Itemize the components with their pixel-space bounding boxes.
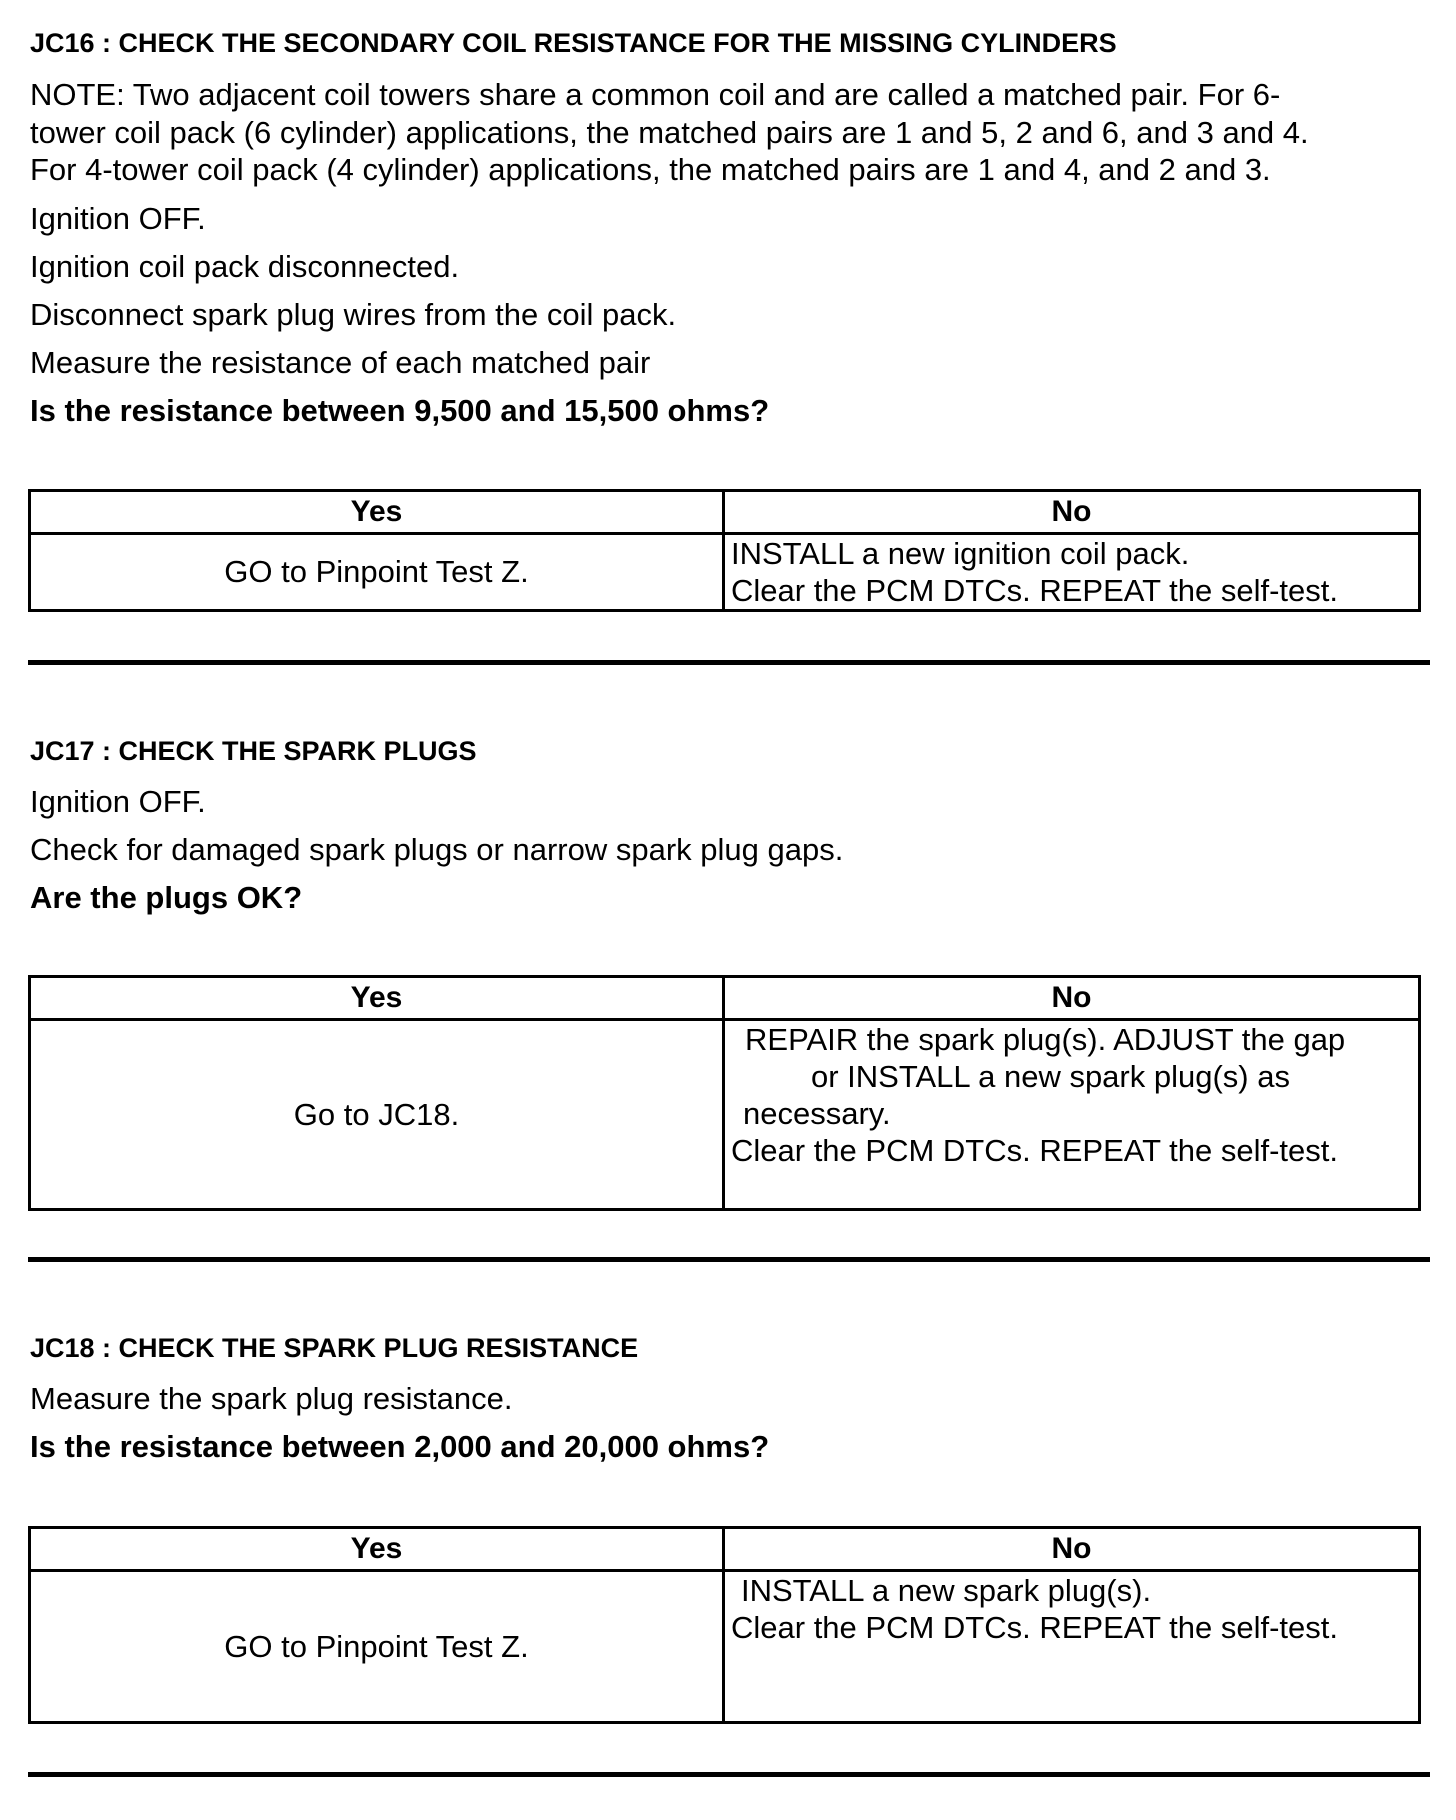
jc16-no-action — [724, 534, 1420, 611]
jc16-note-line: For 4-tower coil pack (4 cylinder) applications, the matched pairs are 1 and 4, and 2 and 3. — [30, 152, 1271, 187]
jc17-step-2: Check for damaged spark plugs or narrow spark plug gaps. — [30, 832, 844, 867]
jc18-question: Is the resistance between 2,000 and 20,000 ohms? — [30, 1429, 770, 1464]
jc18-yes-action: GO to Pinpoint Test Z. — [30, 1571, 724, 1723]
jc17-decision-table — [28, 975, 1421, 1211]
jc18-no-action-line: INSTALL a new spark plug(s). — [741, 1573, 1152, 1608]
jc16-heading: JC16 : CHECK THE SECONDARY COIL RESISTANCE FOR THE MISSING CYLINDERS — [30, 28, 1117, 58]
jc18-yes-header: Yes — [30, 1528, 724, 1571]
jc17-no-action — [724, 1020, 1420, 1210]
jc18-step-1: Measure the spark plug resistance. — [30, 1381, 513, 1416]
jc18-no-action-line: Clear the PCM DTCs. REPEAT the self-test. — [731, 1610, 1338, 1645]
jc16-no-header: No — [724, 491, 1420, 534]
jc16-question: Is the resistance between 9,500 and 15,500 ohms? — [30, 393, 770, 428]
jc16-step-1: Ignition OFF. — [30, 201, 206, 236]
jc17-no-header: No — [724, 977, 1420, 1020]
jc17-no-action-line: REPAIR the spark plug(s). ADJUST the gap — [745, 1022, 1346, 1057]
section-divider — [28, 1257, 1430, 1262]
jc17-no-action-line: or INSTALL a new spark plug(s) as — [811, 1059, 1290, 1094]
jc17-yes-action: Go to JC18. — [30, 1020, 724, 1210]
jc17-heading: JC17 : CHECK THE SPARK PLUGS — [30, 736, 477, 766]
jc17-step-1: Ignition OFF. — [30, 784, 206, 819]
jc17-yes-header: Yes — [30, 977, 724, 1020]
jc16-no-action-line: INSTALL a new ignition coil pack. — [731, 536, 1190, 571]
section-divider — [28, 1772, 1430, 1777]
jc16-step-4: Measure the resistance of each matched pair — [30, 345, 651, 380]
jc18-no-header: No — [724, 1528, 1420, 1571]
jc16-step-3: Disconnect spark plug wires from the coil pack. — [30, 297, 677, 332]
jc16-no-action-line: Clear the PCM DTCs. REPEAT the self-test. — [731, 573, 1338, 608]
jc17-question: Are the plugs OK? — [30, 880, 303, 915]
jc16-decision-table — [28, 489, 1421, 612]
jc16-note-line: tower coil pack (6 cylinder) applications, the matched pairs are 1 and 5, 2 and 6, and 3 and 4. — [30, 114, 1309, 150]
jc16-step-2: Ignition coil pack disconnected. — [30, 249, 460, 284]
jc18-decision-table — [28, 1526, 1421, 1724]
jc16-yes-action: GO to Pinpoint Test Z. — [30, 534, 724, 611]
jc16-note — [30, 76, 1309, 189]
jc18-heading: JC18 : CHECK THE SPARK PLUG RESISTANCE — [30, 1333, 639, 1363]
jc18-no-action — [724, 1571, 1420, 1723]
section-divider — [28, 660, 1430, 665]
jc16-note-line: NOTE: Two adjacent coil towers share a common coil and are called a matched pair. For 6- — [30, 77, 1281, 112]
jc17-no-action-line: necessary. — [743, 1096, 891, 1131]
jc17-no-action-line: Clear the PCM DTCs. REPEAT the self-test. — [731, 1133, 1338, 1168]
jc16-yes-header: Yes — [30, 491, 724, 534]
